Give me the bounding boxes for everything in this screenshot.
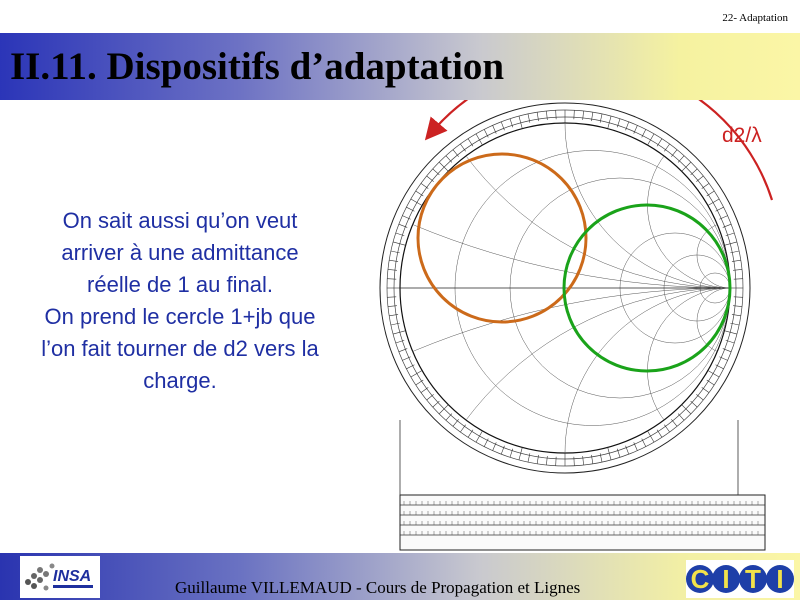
body-line: charge.: [143, 368, 217, 393]
svg-text:I: I: [776, 564, 784, 594]
insa-logo: [20, 556, 100, 598]
slide-number: 22- Adaptation: [722, 12, 788, 24]
rotation-label: d2/λ: [722, 124, 762, 147]
citi-logo: [686, 560, 794, 598]
footer-text: Guillaume VILLEMAUD - Cours de Propagation et Lignes: [175, 578, 581, 597]
svg-text:INSA: INSA: [53, 568, 92, 585]
body-line: On sait aussi qu’on veut: [62, 208, 298, 233]
svg-text:T: T: [745, 564, 761, 594]
body-line: arriver à une admittance: [61, 240, 299, 265]
page-title: II.11. Dispositifs d’adaptation: [10, 45, 505, 88]
body-text: [5, 205, 355, 397]
body-line: l’on fait tourner de d2 vers la: [41, 336, 319, 361]
svg-text:C: C: [690, 564, 710, 594]
body-line: réelle de 1 au final.: [87, 272, 273, 297]
svg-text:I: I: [722, 564, 730, 594]
body-line: On prend le cercle 1+jb que: [44, 304, 316, 329]
smith-chart-diagram: [360, 100, 800, 560]
